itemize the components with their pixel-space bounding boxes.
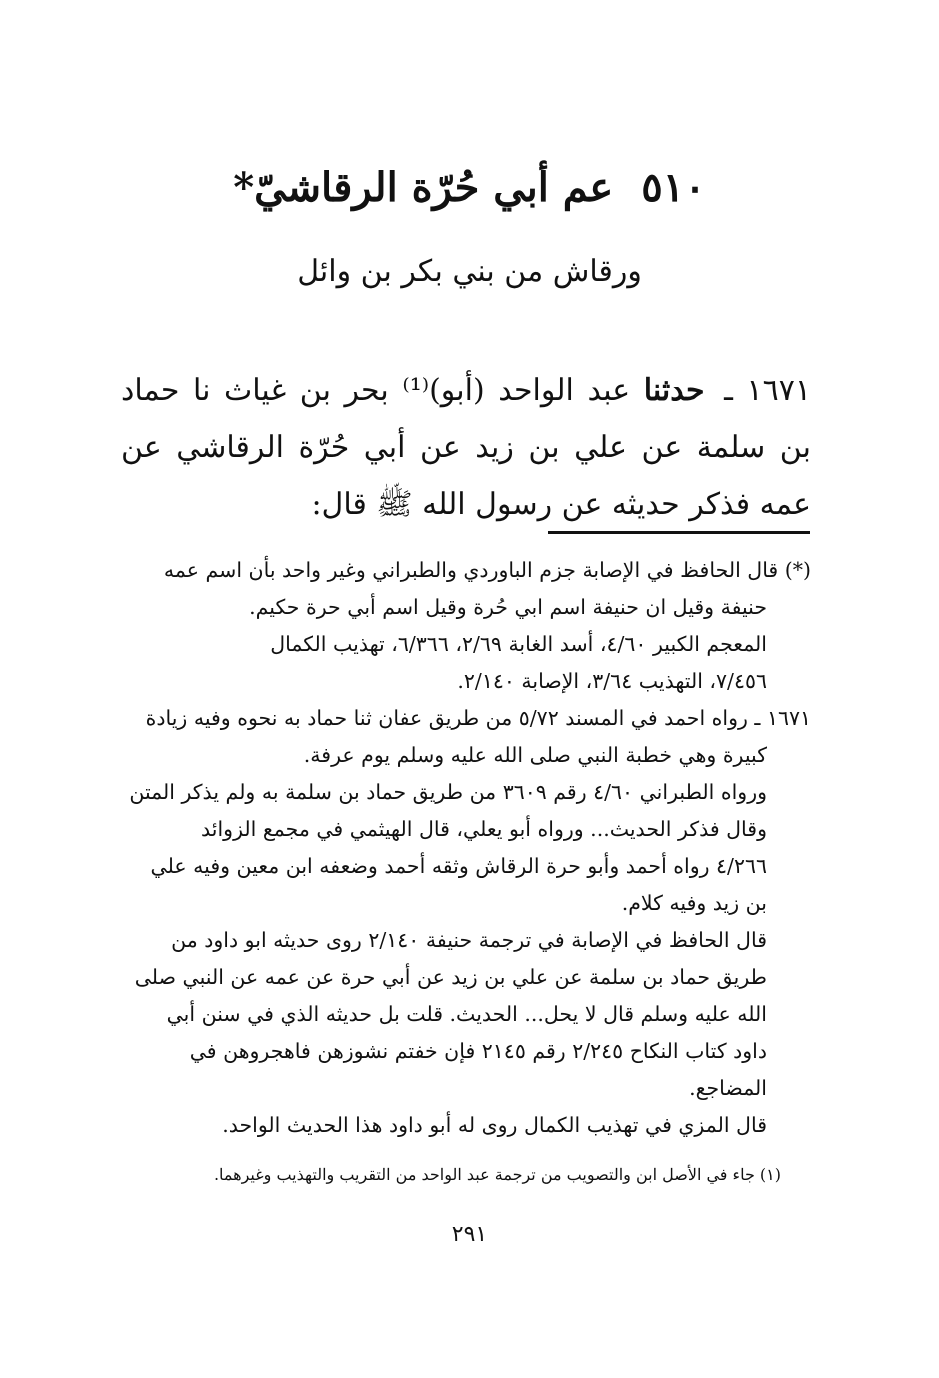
note-line: قال الحافظ في الإصابة في ترجمة حنيفة ٢/١٤٠ روى حديثه ابو داود من — [171, 928, 767, 952]
hadith-number: ١٦٧١ ـ — [724, 373, 811, 408]
hadith-text — [121, 362, 811, 533]
note-line: قال المزي في تهذيب الكمال روى له أبو داود هذا الحديث الواحد. — [222, 1113, 767, 1137]
chapter-title — [0, 160, 939, 216]
note-line: داود كتاب النكاح ٢/٢٤٥ رقم ٢١٤٥ فإن خفتم نشوزهن فاهجروهن في — [189, 1039, 767, 1063]
chapter-name: عم أبي حُرّة الرقاشيّ* — [233, 164, 614, 211]
note-line: المعجم الكبير ٤/٦٠، أسد الغابة ٢/٦٩، ٦/٣٦٦، تهذيب الكمال — [270, 632, 767, 656]
note-line: طريق حماد بن سلمة عن علي بن زيد عن أبي حرة عن عمه عن النبي صلى — [134, 965, 767, 989]
note-block — [121, 552, 811, 700]
note-line: ٧/٤٥٦، التهذيب ٣/٦٤، الإصابة ٢/١٤٠. — [457, 669, 767, 693]
note-line: ١٦٧١ ـ رواه احمد في المسند ٥/٧٢ من طريق عفان ثنا حماد به نحوه وفيه زيادة — [145, 706, 811, 730]
note-line: ٤/٢٦٦ رواه أحمد وأبو حرة الرقاش وثقه أحمد وضعفه ابن معين وفيه علي — [150, 854, 767, 878]
chapter-number: ٥١٠ — [641, 164, 706, 211]
note-line: وقال فذكر الحديث... ورواه أبو يعلي، قال الهيثمي في مجمع الزوائد — [201, 817, 767, 841]
chapter-subtitle: ورقاش من بني بكر بن وائل — [297, 254, 642, 289]
hadith-lead: حدثنا — [643, 373, 705, 408]
notes-section — [121, 552, 811, 1144]
note-block — [121, 700, 811, 1144]
note-line: الله عليه وسلم قال لا يحل... الحديث. قلت بل حديثه الذي في سنن أبي — [166, 1002, 767, 1026]
footnote-divider — [548, 531, 810, 534]
note-line: (*) قال الحافظ في الإصابة جزم الباوردي والطبراني وغير واحد بأن اسم عمه — [163, 558, 811, 582]
footnote: (١) جاء في الأصل ابن والتصويب من ترجمة عبد الواحد من التقريب والتهذيب وغيرهما. — [213, 1165, 781, 1184]
page-number: ٢٩١ — [451, 1222, 488, 1247]
note-line: بن زيد وفيه كلام. — [621, 891, 767, 915]
note-line: كبيرة وهي خطبة النبي صلى الله عليه وسلم يوم عرفة. — [303, 743, 767, 767]
hadith-body: عبد الواحد (أبو)⁽¹⁾ بحر بن غياث نا حماد بن سلمة عن علي بن زيد عن أبي حُرّة الرقاشي عن عمه فذكر حديثه عن رسول الله ﷺ قال: — [121, 373, 811, 522]
note-line: ورواه الطبراني ٤/٦٠ رقم ٣٦٠٩ من طريق حماد بن سلمة به ولم يذكر المتن — [129, 780, 767, 804]
note-line: حنيفة وقيل ان حنيفة اسم ابي حُرة وقيل اسم أبي حرة حكيم. — [249, 595, 767, 619]
note-line: المضاجع. — [689, 1076, 767, 1100]
